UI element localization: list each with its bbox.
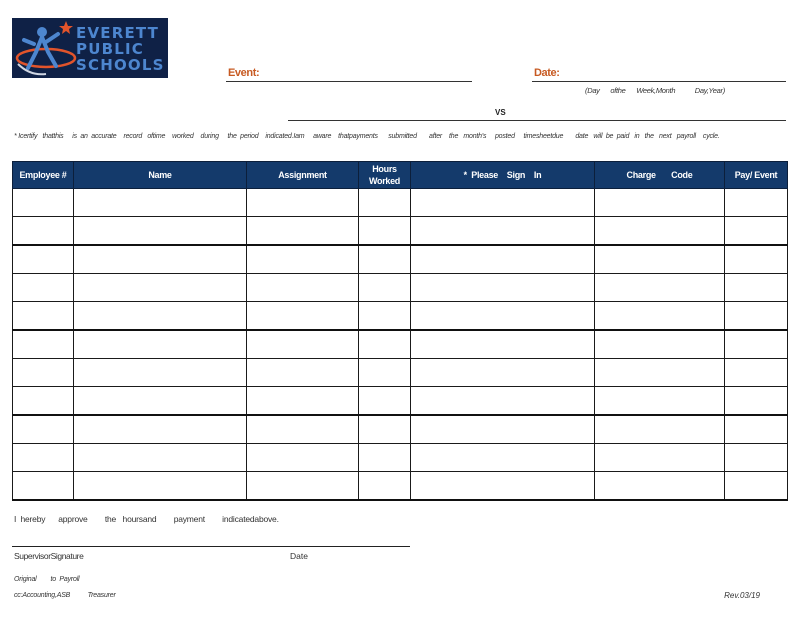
employee-cell[interactable]	[13, 302, 74, 331]
date-hint: (Day ofthe Week,Month Day,Year)	[585, 86, 725, 95]
employee-cell[interactable]	[13, 359, 74, 387]
pay-cell[interactable]	[725, 415, 788, 444]
hours-cell[interactable]	[359, 330, 411, 359]
table-row	[13, 387, 788, 416]
employee-cell[interactable]	[13, 274, 74, 302]
table-row	[13, 444, 788, 472]
name-cell[interactable]	[74, 359, 247, 387]
table-header-row	[13, 162, 788, 189]
charge-code-cell[interactable]	[595, 415, 725, 444]
date-line[interactable]	[532, 81, 786, 82]
hours-cell[interactable]	[359, 302, 411, 331]
sign-in-cell[interactable]	[411, 359, 595, 387]
charge-code-cell[interactable]	[595, 359, 725, 387]
vs-line[interactable]	[288, 120, 786, 121]
pay-cell[interactable]	[725, 189, 788, 217]
charge-code-cell[interactable]	[595, 387, 725, 416]
hours-cell[interactable]	[359, 274, 411, 302]
sign-in-cell[interactable]	[411, 415, 595, 444]
assignment-cell[interactable]	[247, 444, 359, 472]
hours-cell[interactable]	[359, 387, 411, 416]
sign-in-cell[interactable]	[411, 245, 595, 274]
signature-line[interactable]	[12, 546, 410, 547]
name-cell[interactable]	[74, 274, 247, 302]
table-row	[13, 302, 788, 331]
employee-cell[interactable]	[13, 415, 74, 444]
charge-code-cell[interactable]	[595, 330, 725, 359]
pay-cell[interactable]	[725, 217, 788, 246]
certify-statement: * Icertify thatthis is an accurate record oftime worked during the period indicated.Iam aware thatpayments submitted after the month's posted timesheetdue date will be paid in the next payroll cycle.	[14, 133, 720, 140]
employee-cell[interactable]	[13, 387, 74, 416]
assignment-cell[interactable]	[247, 359, 359, 387]
charge-code-cell[interactable]	[595, 444, 725, 472]
cc-routing-note: cc:Accounting,ASB Treasurer	[14, 592, 116, 599]
pay-cell[interactable]	[725, 330, 788, 359]
employee-cell[interactable]	[13, 189, 74, 217]
name-cell[interactable]	[74, 472, 247, 501]
vs-label: VS	[495, 108, 506, 117]
name-cell[interactable]	[74, 189, 247, 217]
original-routing-note: Original to Payroll	[14, 576, 80, 583]
employee-cell[interactable]	[13, 217, 74, 246]
sign-in-cell[interactable]	[411, 444, 595, 472]
name-cell[interactable]	[74, 330, 247, 359]
sign-in-cell[interactable]	[411, 217, 595, 246]
sign-in-cell[interactable]	[411, 387, 595, 416]
table-row	[13, 274, 788, 302]
assignment-cell[interactable]	[247, 387, 359, 416]
assignment-cell[interactable]	[247, 302, 359, 331]
date-label: Date:	[534, 67, 560, 79]
hours-cell[interactable]	[359, 472, 411, 501]
sign-in-cell[interactable]	[411, 189, 595, 217]
sign-in-cell[interactable]	[411, 302, 595, 331]
pay-cell[interactable]	[725, 359, 788, 387]
employee-cell[interactable]	[13, 330, 74, 359]
approval-statement: I hereby approve the hoursand payment indicatedabove.	[14, 514, 279, 524]
charge-code-cell[interactable]	[595, 189, 725, 217]
assignment-cell[interactable]	[247, 274, 359, 302]
name-cell[interactable]	[74, 415, 247, 444]
hours-cell[interactable]	[359, 217, 411, 246]
sign-in-cell[interactable]	[411, 330, 595, 359]
charge-code-cell[interactable]	[595, 245, 725, 274]
col-header-name: Name	[74, 162, 247, 189]
table-row	[13, 359, 788, 387]
col-header-pay: Pay/ Event	[725, 162, 788, 189]
name-cell[interactable]	[74, 444, 247, 472]
pay-cell[interactable]	[725, 472, 788, 501]
assignment-cell[interactable]	[247, 330, 359, 359]
name-cell[interactable]	[74, 217, 247, 246]
name-cell[interactable]	[74, 245, 247, 274]
charge-code-cell[interactable]	[595, 217, 725, 246]
hours-cell[interactable]	[359, 189, 411, 217]
event-line[interactable]	[226, 81, 472, 82]
col-header-charge-code: Charge Code	[595, 162, 725, 189]
name-cell[interactable]	[74, 302, 247, 331]
assignment-cell[interactable]	[247, 415, 359, 444]
district-logo	[12, 18, 168, 78]
assignment-cell[interactable]	[247, 245, 359, 274]
table-row	[13, 415, 788, 444]
supervisor-signature-label: SupervisorSignature	[14, 551, 84, 561]
employee-cell[interactable]	[13, 245, 74, 274]
hours-cell[interactable]	[359, 444, 411, 472]
col-header-sign-in: * Please Sign In	[411, 162, 595, 189]
name-cell[interactable]	[74, 387, 247, 416]
logo-text: EVERETT PUBLIC SCHOOLS	[76, 24, 165, 74]
pay-cell[interactable]	[725, 245, 788, 274]
employee-cell[interactable]	[13, 444, 74, 472]
revision-label: Rev.03/19	[724, 591, 760, 600]
charge-code-cell[interactable]	[595, 302, 725, 331]
sign-in-cell[interactable]	[411, 274, 595, 302]
pay-cell[interactable]	[725, 302, 788, 331]
timesheet-table	[12, 161, 788, 501]
col-header-hours: Hours Worked	[359, 162, 411, 189]
hours-cell[interactable]	[359, 245, 411, 274]
assignment-cell[interactable]	[247, 217, 359, 246]
signature-date-label: Date	[290, 551, 308, 561]
charge-code-cell[interactable]	[595, 274, 725, 302]
charge-code-cell[interactable]	[595, 472, 725, 501]
table-row	[13, 245, 788, 274]
hours-cell[interactable]	[359, 415, 411, 444]
employee-cell[interactable]	[13, 472, 74, 501]
pay-cell[interactable]	[725, 444, 788, 472]
event-label: Event:	[228, 67, 260, 79]
assignment-cell[interactable]	[247, 472, 359, 501]
pay-cell[interactable]	[725, 387, 788, 416]
table-row	[13, 330, 788, 359]
table-row	[13, 472, 788, 501]
hours-cell[interactable]	[359, 359, 411, 387]
col-header-employee: Employee #	[13, 162, 74, 189]
sign-in-cell[interactable]	[411, 472, 595, 501]
table-row	[13, 217, 788, 246]
col-header-assignment: Assignment	[247, 162, 359, 189]
table-row	[13, 189, 788, 217]
assignment-cell[interactable]	[247, 189, 359, 217]
pay-cell[interactable]	[725, 274, 788, 302]
